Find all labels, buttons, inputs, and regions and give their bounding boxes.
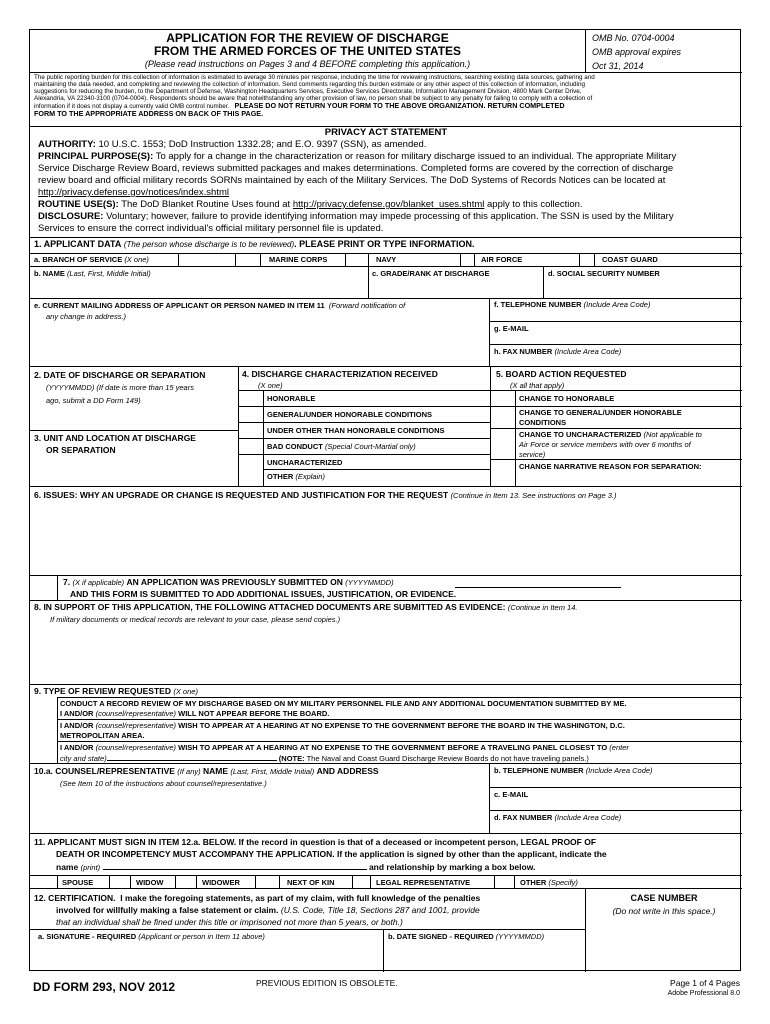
notices-link[interactable]: http://privacy.defense.gov/notices/index.shtml [38,187,229,198]
item1-heading: 1. APPLICANT DATA (The person whose discharge is to be reviewed). PLEASE PRINT OR TYPE INFORMATION. [34,239,475,249]
action-narrative: CHANGE NARRATIVE REASON FOR SEPARATION: [519,462,702,471]
branch-label: a. BRANCH OF SERVICE (X one) [34,255,149,264]
army-checkbox[interactable] [180,255,234,264]
char-general: GENERAL/UNDER HONORABLE CONDITIONS [267,410,433,419]
email-field[interactable] [494,334,738,344]
general-checkbox[interactable] [240,408,262,421]
privacy-purpose-line: review board and official military records SORNs maintained by each of the Military Services. The DoD Systems of Records Notices can be located at [38,175,666,186]
review-record: CONDUCT A RECORD REVIEW OF MY DISCHARGE BASED ON MY MILITARY PERSONNEL FILE AND ANY ADDITIONAL DOCUMENTATION SUBMITTED BY ME. [60,699,627,708]
item7-line2: AND THIS FORM IS SUBMITTED TO ADD ADDITIONAL ISSUES, JUSTIFICATION, OR EVIDENCE. [70,589,457,599]
record-review-checkbox[interactable] [31,699,56,719]
grade-label: c. GRADE/RANK AT DISCHARGE [372,269,490,278]
change-narrative-checkbox[interactable] [492,461,514,485]
phone-label: f. TELEPHONE NUMBER (Include Area Code) [494,300,651,309]
action-general: CHANGE TO GENERAL/UNDER HONORABLE [519,408,682,417]
change-honorable-checkbox[interactable] [492,392,514,405]
air-force-checkbox[interactable] [462,255,473,264]
item8-note: If military documents or medical records are relevant to your case, please send copies.) [50,615,341,624]
omb-expiration-date: Oct 31, 2014 [592,61,644,71]
action-uncharacterized: CHANGE TO UNCHARACTERIZED (Not applicable to [519,430,702,439]
obsolete-note: PREVIOUS EDITION IS OBSOLETE. [256,978,398,988]
item2-label: 2. DATE OF DISCHARGE OR SEPARATION [34,370,206,380]
omb-number: OMB No. 0704-0004 [592,33,675,43]
traveling-panel-checkbox[interactable] [31,743,56,763]
case-number-label: CASE NUMBER [630,893,698,903]
address-label: e. CURRENT MAILING ADDRESS OF APPLICANT OR PERSON NAMED IN ITEM 11 (Forward notification of [34,301,406,310]
mailing-address-field[interactable] [34,324,484,364]
review-hearing-dc: I AND/OR (counsel/representative) WISH TO APPEAR AT A HEARING AT NO EXPENSE TO THE GOVERNMENT BEFORE THE BOARD IN THE WASHINGTON, D.C. [60,721,625,730]
item8-label: 8. IN SUPPORT OF THIS APPLICATION, THE FOLLOWING ATTACHED DOCUMENTS ARE SUBMITTED AS EVIDENCE: (Continue in Item 14. [34,602,578,612]
phone-field[interactable] [494,310,738,320]
unit-location-field[interactable] [34,458,234,482]
coast-guard-checkbox[interactable] [581,255,593,264]
action-general-line2: CONDITIONS [519,418,567,427]
branch-navy: NAVY [376,255,397,264]
char-bad-conduct: BAD CONDUCT (Special Court-Martial only) [267,442,416,451]
burden-line: information if it does not display a currently valid OMB control number. PLEASE DO NOT RETURN YOUR FORM TO THE ABOVE ORGANIZATION. RETURN COMPLETED [34,101,565,110]
item7-line1: 7. (X if applicable) AN APPLICATION WAS PREVIOUSLY SUBMITTED ON (YYYYMMDD) [63,577,394,587]
signature-field[interactable] [34,942,379,970]
honorable-checkbox[interactable] [240,392,262,405]
bad-conduct-checkbox[interactable] [240,440,262,453]
widower-checkbox[interactable] [176,876,195,887]
relation-widow: WIDOW [136,878,164,887]
char-uncharacterized: UNCHARACTERIZED [267,458,343,467]
review-hearing-dc-line2: METROPOLITAN AREA. [60,731,145,740]
evidence-field[interactable] [34,627,738,682]
char-honorable: HONORABLE [267,394,316,403]
relation-legal-rep: LEGAL REPRESENTATIVE [376,878,471,887]
item12-text-line3: that an individual shall be fined under this title or imprisoned not more than 5 years, or both.) [56,917,403,927]
branch-marine-corps: MARINE CORPS [269,255,328,264]
item2-note: ago, submit a DD Form 149) [46,396,141,405]
change-general-checkbox[interactable] [492,408,514,427]
item7-date-field[interactable] [455,587,621,588]
privacy-authority: AUTHORITY: 10 U.S.C. 1553; DoD Instruction 1332.28; and E.O. 9397 (SSN), as amended. [38,139,427,150]
item5-label: 5. BOARD ACTION REQUESTED [496,369,627,379]
burden-line: maintaining the data needed, and completing and reviewing the collection of information. Send comments regarding this burden estimate or any other aspect of this collection of information, including [34,81,585,88]
address-note: any change in address.) [46,312,127,321]
counsel-fax-label: d. FAX NUMBER (Include Area Code) [494,813,622,822]
issues-field[interactable] [34,504,738,574]
review-traveling-line2: city and state) (NOTE: The Naval and Coast Guard Discharge Review Boards do not have traveling panels.) [60,754,589,763]
widow-checkbox[interactable] [110,876,129,887]
item7-checkbox[interactable] [31,577,56,598]
discharge-date-field[interactable] [34,408,234,428]
burden-line: suggestions for reducing the burden, to the Department of Defense, Washington Headquarters Services, Executive Services Directorate, Information Management Division, 4800 Mark Center Drive, [34,88,582,95]
item4-note: (X one) [258,381,283,390]
counsel-email-field[interactable] [494,800,738,810]
signature-label: a. SIGNATURE - REQUIRED (Applicant or person in Item 11 above) [38,932,265,941]
item12-text: 12. CERTIFICATION. I make the foregoing statements, as part of my claim, with full knowledge of the penalties [34,893,481,903]
item6-label: 6. ISSUES: WHY AN UPGRADE OR CHANGE IS REQUESTED AND JUSTIFICATION FOR THE REQUEST (Continue in Item 13. See instructions on Page 3.) [34,490,617,500]
char-under-other: UNDER OTHER THAN HONORABLE CONDITIONS [267,426,445,435]
burden-return-note: FORM TO THE APPROPRIATE ADDRESS ON BACK OF THIS PAGE. [34,109,264,118]
email-label: g. E-MAIL [494,324,529,333]
name-label: b. NAME (Last, First, Middle Initial) [34,269,151,278]
burden-statement [34,74,738,117]
uncharacterized-other-checkbox[interactable] [240,456,262,484]
fax-label: h. FAX NUMBER (Include Area Code) [494,347,622,356]
fax-field[interactable] [494,357,738,365]
page-number: Page 1 of 4 Pages [670,978,740,988]
item5-note: (X all that apply) [510,381,565,390]
software-note: Adobe Professional 8.0 [667,990,740,997]
privacy-disclosure-line: Services to ensure the correct individual's official military personnel file is updated. [38,223,384,234]
omb-approval-label: OMB approval expires [592,47,682,57]
counsel-fax-field[interactable] [494,823,738,832]
counsel-name-address-field[interactable] [34,791,484,831]
counsel-phone-label: b. TELEPHONE NUMBER (Include Area Code) [494,766,653,775]
other-checkbox[interactable] [495,876,513,887]
action-uncharacterized-note: service) [519,450,546,459]
date-signed-field[interactable] [388,942,580,970]
privacy-routine-use: ROUTINE USE(S): The DoD Blanket Routine Uses found at http://privacy.defense.gov/blanket_uses.shtml apply to this collection. [38,199,583,210]
branch-air-force: AIR FORCE [481,255,523,264]
item3-label: 3. UNIT AND LOCATION AT DISCHARGE [34,433,196,443]
counsel-phone-field[interactable] [494,776,738,786]
char-other: OTHER (Explain) [267,472,325,481]
review-traveling: I AND/OR (counsel/representative) WISH TO APPEAR AT A HEARING AT NO EXPENSE TO THE GOVERNMENT BEFORE A TRAVELING PANEL CLOSEST TO (enter [60,743,629,752]
privacy-disclosure: DISCLOSURE: Voluntary; however, failure to provide identifying information may impede processing of this application. The SSN is used by the Military [38,211,674,222]
form-id: DD FORM 293, NOV 2012 [33,980,176,994]
legal-rep-checkbox[interactable] [353,876,369,887]
branch-coast-guard: COAST GUARD [602,255,658,264]
burden-line: Alexandria, VA 22340-3100 (0704-0004). Respondents should be aware that notwithstanding any other provision of law, no person shall be subject to any penalty for failing to comply with a collection of [34,95,593,102]
navy-checkbox[interactable] [347,255,367,264]
item11-line2: DEATH OR INCOMPETENCY MUST ACCOMPANY THE APPLICATION. If the application is signed by other than the applicant, indicate the [56,849,607,859]
item9-label: 9. TYPE OF REVIEW REQUESTED (X one) [34,686,198,696]
item11-name-line: name (print) and relationship by marking a box below. [56,862,536,872]
form-title-line1: APPLICATION FOR THE REVIEW OF DISCHARGE [166,31,449,45]
city-state-field[interactable] [107,753,277,761]
action-honorable: CHANGE TO HONORABLE [519,394,615,403]
under-other-checkbox[interactable] [240,424,262,437]
spouse-checkbox[interactable] [31,876,56,887]
item4-label: 4. DISCHARGE CHARACTERIZATION RECEIVED [242,369,438,379]
review-record-line2: I AND/OR (counsel/representative) WILL NOT APPEAR BEFORE THE BOARD. [60,709,330,718]
grade-field[interactable] [372,280,542,296]
form-instructions: (Please read instructions on Pages 3 and 4 BEFORE completing this application.) [144,59,471,69]
form-title-line2: FROM THE ARMED FORCES OF THE UNITED STATES [153,44,462,58]
ssn-label: d. SOCIAL SECURITY NUMBER [548,269,660,278]
relation-widower: WIDOWER [202,878,240,887]
hearing-dc-checkbox[interactable] [31,721,56,741]
dd-form-293 [29,29,741,971]
counsel-email-label: c. E-MAIL [494,790,529,799]
date-signed-label: b. DATE SIGNED - REQUIRED (YYYYMMDD) [388,932,545,941]
item10-note: (See Item 10 of the instructions about counsel/representative.) [60,779,267,788]
relation-next-of-kin: NEXT OF KIN [287,878,335,887]
privacy-purpose: PRINCIPAL PURPOSE(S): To apply for a change in the characterization or reason for military discharge issued to an individual. The appropriate Military [38,151,677,162]
relation-spouse: SPOUSE [62,878,94,887]
next-of-kin-checkbox[interactable] [256,876,278,887]
privacy-purpose-line: Service Discharge Review Board, reviews submitted packages and makes determinations. Completed forms are covered by the correction of discharge [38,163,674,174]
burden-line: The public reporting burden for this collection of information is estimated to average 30 minutes per response, including the time for reviewing instructions, searching existing data sources, gathering and [34,74,595,81]
action-uncharacterized-note: Air Force or service members with over 6 months of [519,440,691,449]
representative-name-field[interactable] [103,861,367,870]
blanket-uses-link[interactable]: http://privacy.defense.gov/blanket_uses.shtml [292,199,485,210]
applicant-name-field[interactable] [34,280,364,296]
item3-label: OR SEPARATION [46,445,116,455]
relation-other: OTHER (Specify) [520,878,578,887]
item10-label: 10.a. COUNSEL/REPRESENTATIVE (If any) NAME (Last, First, Middle Initial) AND ADDRESS [34,766,379,776]
item12-text-line2: involved for willfully making a false statement or claim. (U.S. Code, Title 18, Sections 287 and 1001, provide [56,905,480,915]
case-number-note: (Do not write in this space.) [612,906,716,916]
marine-corps-checkbox[interactable] [237,255,259,264]
change-uncharacterized-checkbox[interactable] [492,430,514,458]
item2-note: (YYYYMMDD) (If date is more than 15 years [46,383,194,392]
privacy-heading: PRIVACY ACT STATEMENT [324,127,448,138]
ssn-field[interactable] [548,280,738,296]
item11-line1: 11. APPLICANT MUST SIGN IN ITEM 12.a. BELOW. If the record in question is that of a deceased or incompetent person, LEGAL PROOF OF [34,837,597,847]
